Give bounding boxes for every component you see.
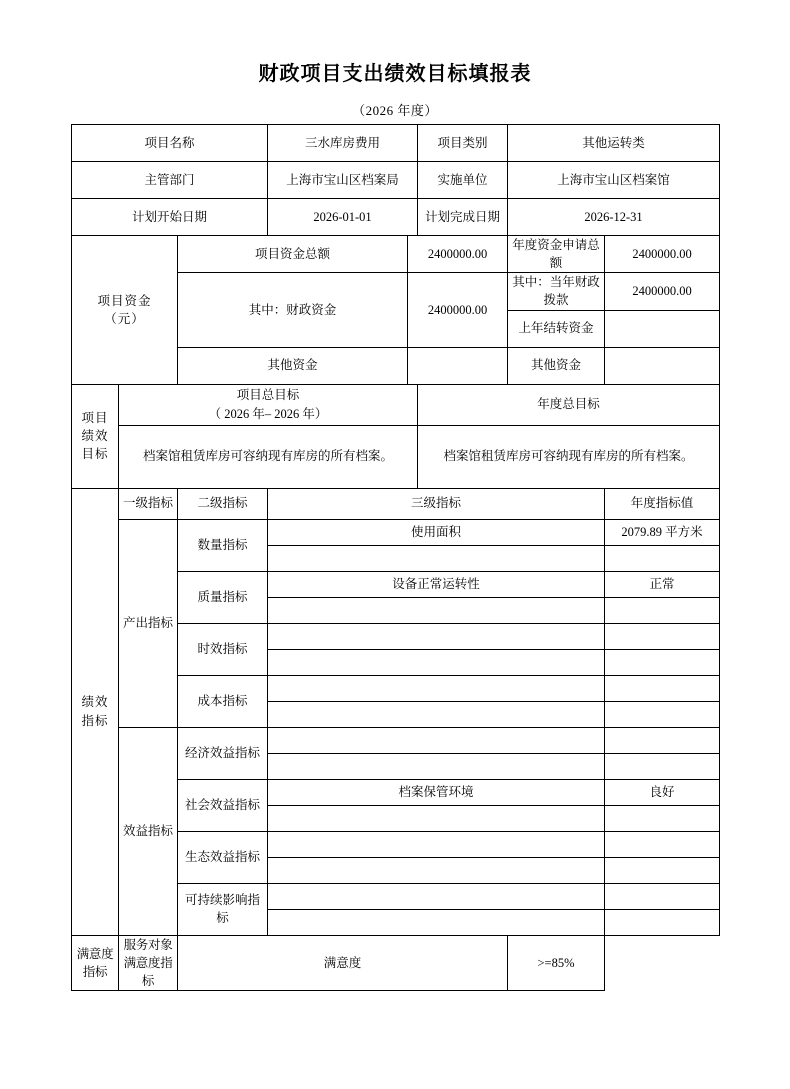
project-name-value: 三水库房费用 <box>268 125 418 162</box>
implementing-unit-value: 上海市宝山区档案馆 <box>508 162 720 199</box>
level3-cell <box>268 649 605 675</box>
other-fund-right-label: 其他资金 <box>508 347 605 384</box>
level3-cell: 使用面积 <box>268 519 605 545</box>
table-row <box>72 727 720 753</box>
level3-cell: 满意度 <box>178 935 508 990</box>
level2-sustainable-impact: 可持续影响指标 <box>178 883 268 935</box>
annual-value-cell <box>605 649 720 675</box>
level2-timeliness: 时效指标 <box>178 623 268 675</box>
level3-cell <box>268 701 605 727</box>
table-row <box>72 125 720 162</box>
total-goal-header <box>119 384 418 425</box>
level1-header: 一级指标 <box>119 488 178 519</box>
level3-cell <box>268 831 605 857</box>
sheet-body <box>72 125 720 991</box>
annual-value-cell <box>605 909 720 935</box>
other-fund-left-value <box>408 347 508 384</box>
indicator-label-line2: 指标 <box>81 713 109 728</box>
performance-goal-label-line2: 绩效 <box>81 428 109 443</box>
indicator-label-line1: 绩效 <box>81 695 109 710</box>
level3-cell <box>268 883 605 909</box>
current-year-appropriation-value: 2400000.00 <box>605 273 720 310</box>
table-row <box>72 199 720 236</box>
annual-value-cell: 正常 <box>605 571 720 597</box>
annual-value-cell: 良好 <box>605 779 720 805</box>
performance-goal-section-label <box>72 384 119 488</box>
performance-goal-label-line3: 目标 <box>81 447 109 462</box>
annual-value-cell <box>605 675 720 701</box>
level1-output: 产出指标 <box>119 519 178 727</box>
implementing-unit-label: 实施单位 <box>418 162 508 199</box>
end-date-label: 计划完成日期 <box>418 199 508 236</box>
table-row <box>72 384 720 425</box>
carryover-fund-value <box>605 310 720 347</box>
annual-value-cell <box>605 623 720 649</box>
level1-satisfaction: 满意度指标 <box>72 935 119 990</box>
project-funds-label-line2: （元） <box>104 311 145 326</box>
annual-value-cell <box>605 883 720 909</box>
annual-value-cell: >=85% <box>508 935 605 990</box>
level3-cell: 设备正常运转性 <box>268 571 605 597</box>
project-funds-label-line1: 项目资金 <box>97 293 152 308</box>
annual-value-header: 年度指标值 <box>605 488 720 519</box>
level3-cell <box>268 623 605 649</box>
level2-social-benefit: 社会效益指标 <box>178 779 268 831</box>
annual-value-cell <box>605 753 720 779</box>
level3-cell <box>268 727 605 753</box>
fiscal-fund-value: 2400000.00 <box>408 273 508 347</box>
table-row <box>72 236 720 273</box>
level3-cell <box>268 597 605 623</box>
fund-total-value: 2400000.00 <box>408 236 508 273</box>
project-name-label: 项目名称 <box>72 125 268 162</box>
title-block <box>0 62 790 119</box>
annual-value-cell <box>605 545 720 571</box>
page-subtitle: （2026 年度） <box>352 103 438 118</box>
level3-cell <box>268 753 605 779</box>
department-label: 主管部门 <box>72 162 268 199</box>
table-row <box>72 519 720 545</box>
performance-target-sheet <box>71 124 720 991</box>
table-row <box>72 488 720 519</box>
level3-cell <box>268 545 605 571</box>
annual-value-cell <box>605 805 720 831</box>
fiscal-fund-label: 其中：财政资金 <box>178 273 408 347</box>
end-date-value: 2026-12-31 <box>508 199 720 236</box>
level2-ecological-benefit: 生态效益指标 <box>178 831 268 883</box>
start-date-label: 计划开始日期 <box>72 199 268 236</box>
table-row <box>72 935 720 990</box>
level2-quality: 质量指标 <box>178 571 268 623</box>
level2-economic-benefit: 经济效益指标 <box>178 727 268 779</box>
performance-goal-label-line1: 项目 <box>81 410 109 425</box>
carryover-fund-label: 上年结转资金 <box>508 310 605 347</box>
other-fund-left-label: 其他资金 <box>178 347 408 384</box>
level3-cell <box>268 675 605 701</box>
level1-benefit: 效益指标 <box>119 727 178 935</box>
annual-value-cell <box>605 831 720 857</box>
department-value: 上海市宝山区档案局 <box>268 162 418 199</box>
level3-cell: 档案保管环境 <box>268 779 605 805</box>
level3-cell <box>268 857 605 883</box>
annual-goal-text: 档案馆租赁库房可容纳现有库房的所有档案。 <box>418 425 720 488</box>
level2-quantity: 数量指标 <box>178 519 268 571</box>
annual-goal-header: 年度总目标 <box>418 384 720 425</box>
total-goal-text: 档案馆租赁库房可容纳现有库房的所有档案。 <box>119 425 418 488</box>
start-date-value: 2026-01-01 <box>268 199 418 236</box>
level2-cost: 成本指标 <box>178 675 268 727</box>
level2-header: 二级指标 <box>178 488 268 519</box>
other-fund-right-value <box>605 347 720 384</box>
project-category-value: 其他运转类 <box>508 125 720 162</box>
annual-value-cell <box>605 701 720 727</box>
annual-value-cell <box>605 857 720 883</box>
current-year-appropriation-label: 其中：当年财政拨款 <box>508 273 605 310</box>
indicator-section-label <box>72 488 119 935</box>
annual-fund-total-value: 2400000.00 <box>605 236 720 273</box>
table-row <box>72 162 720 199</box>
annual-value-cell <box>605 727 720 753</box>
annual-value-cell <box>605 597 720 623</box>
fund-total-label: 项目资金总额 <box>178 236 408 273</box>
table-row <box>72 425 720 488</box>
level3-cell <box>268 805 605 831</box>
level2-service-satisfaction: 服务对象满意度指标 <box>119 935 178 990</box>
total-goal-header-line1: 项目总目标 <box>236 388 300 403</box>
project-funds-section-label <box>72 236 178 385</box>
annual-value-cell: 2079.89 平方米 <box>605 519 720 545</box>
total-goal-header-line2: （ 2026 年– 2026 年） <box>208 406 328 421</box>
project-category-label: 项目类别 <box>418 125 508 162</box>
level3-header: 三级指标 <box>268 488 605 519</box>
page-title: 财政项目支出绩效目标填报表 <box>258 63 532 85</box>
level3-cell <box>268 909 605 935</box>
annual-fund-total-label: 年度资金申请总额 <box>508 236 605 273</box>
